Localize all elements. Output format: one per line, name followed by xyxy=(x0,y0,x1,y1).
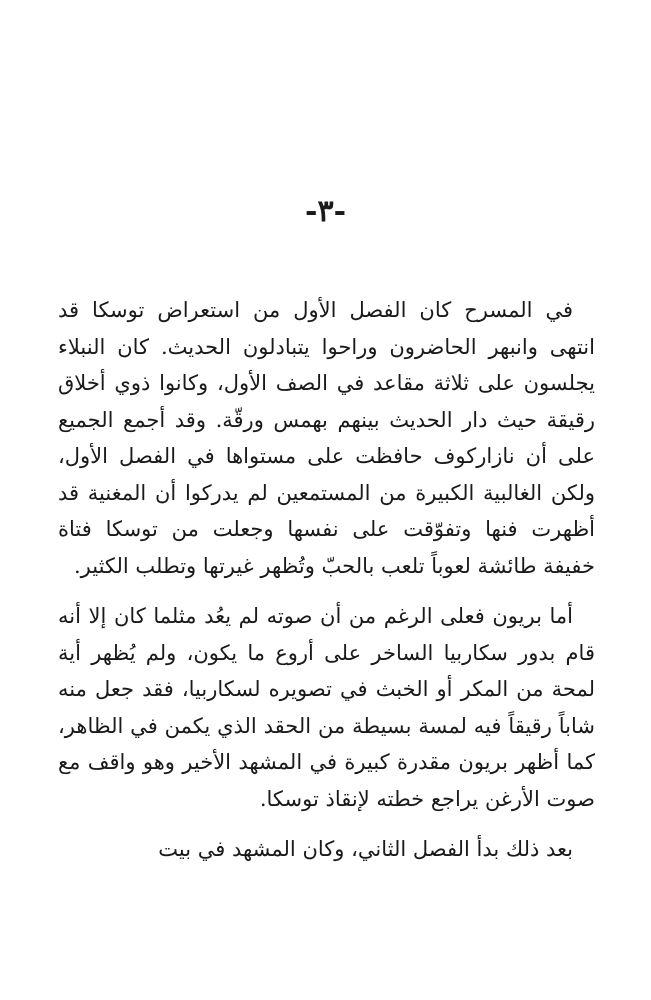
page-body xyxy=(58,292,595,882)
page-number: -٣- xyxy=(304,194,347,229)
paragraph-2: أما بريون فعلى الرغم من أن صوته لم يعُد مثلما كان إلا أنه قام بدور سكاربيا الساخر على أروع ما يكون، ولم يُظهر أية لمحة من المكر أو الخبث في تصويره لسكاربيا، فقد جعل منه شاباً رقيقاً فيه لمسة بسيطة من الحقد الذي يكمن في الظاهر، كما أظهر بريون مقدرة كبيرة في المشهد الأخير وهو واقف مع صوت الأرغن يراجع خطته لإنقاذ توسكا. xyxy=(58,604,595,811)
paragraph-3: بعد ذلك بدأ الفصل الثاني، وكان المشهد في بيت xyxy=(158,837,573,861)
paragraph-1: في المسرح كان الفصل الأول من استعراض توسكا قد انتهى وانبهر الحاضرون وراحوا يتبادلون الحديث. كان النبلاء يجلسون على ثلاثة مقاعد في الصف الأول، وكانوا ذوي أخلاق رقيقة حيث دار الحديث بينهم بهمس ورقّة. وقد أجمع الجميع على أن نازاركوف حافظت على مستواها في الفصل الأول، ولكن الغالبية الكبيرة من المستمعين لم يدركوا أن المغنية قد أظهرت فنها وتفوّقت على نفسها وجعلت من توسكا فتاة خفيفة طائشة لعوباً تلعب بالحبّ وتُظهر غيرتها وتطلب الكثير. xyxy=(58,298,595,578)
